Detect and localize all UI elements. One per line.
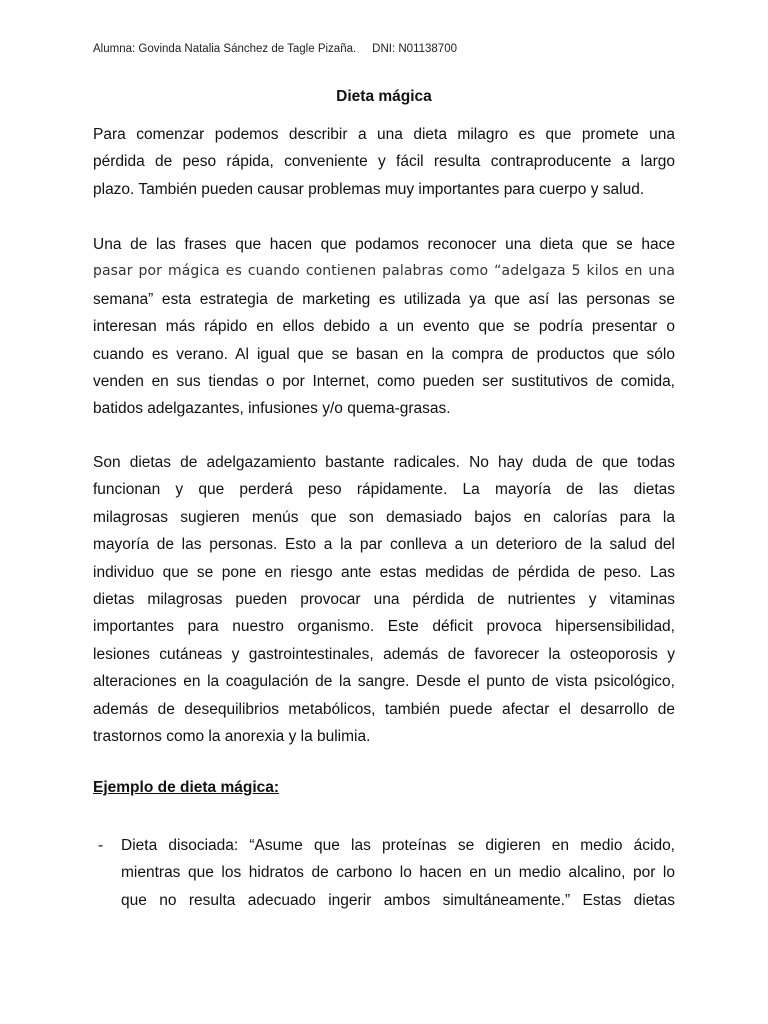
paragraph-effects <box>93 449 675 750</box>
paragraph-line: mayoría de las personas. Esto a la par conlleva a un deterioro de la salud del <box>93 536 675 554</box>
list-line: mientras que los hidratos de carbono lo hacen en un medio alcalino, por lo <box>121 864 675 882</box>
paragraph-line: batidos adelgazantes, infusiones y/o quema-grasas. <box>93 400 451 418</box>
list-line: que no resulta adecuado ingerir ambos simultáneamente.” Estas dietas <box>121 891 675 909</box>
list-bullet: - <box>98 837 104 854</box>
paragraph-line: además de desequilibrios metabólicos, también puede afectar el desarrollo de <box>93 700 675 718</box>
paragraph-line: pérdida de peso rápida, conveniente y fácil resulta contraproducente a largo <box>93 153 675 171</box>
paragraph-line: funcionan y que perderá peso rápidamente. La mayoría de las dietas <box>93 481 675 499</box>
student-name: Alumna: Govinda Natalia Sánchez de Tagle Pizaña. <box>93 43 357 55</box>
list-item-text <box>121 832 675 914</box>
paragraph-line: Una de las frases que hacen que podamos reconocer una dieta que se hace <box>93 236 675 253</box>
paragraph-line: alteraciones en la coagulación de la sangre. Desde el punto de vista psicológico, <box>93 673 675 691</box>
page-header <box>93 43 457 55</box>
paragraph-marketing <box>93 231 675 423</box>
paragraph-line: venden en sus tiendas o por Internet, como pueden ser sustitutivos de comida, <box>93 372 675 390</box>
paragraph-line: cuando es verano. Al igual que se basan en la compra de productos que sólo <box>93 345 675 363</box>
paragraph-line: individuo que se pone en riesgo ante estas medidas de pérdida de peso. Las <box>93 563 675 581</box>
student-dni: DNI: N01138700 <box>372 43 457 55</box>
paragraph-line: dietas milagrosas pueden provocar una pérdida de nutrientes y vitaminas <box>93 590 675 608</box>
paragraph-line: pasar por mágica es cuando contienen palabras como “adelgaza 5 kilos en una <box>93 263 675 280</box>
document-title: Dieta mágica <box>336 88 432 105</box>
list-line: Dieta disociada: “Asume que las proteínas se digieren en medio ácido, <box>121 837 675 854</box>
paragraph-line: Para comenzar podemos describir a una dieta milagro es que promete una <box>93 126 675 143</box>
paragraph-intro <box>93 121 675 203</box>
paragraph-line: interesan más rápido en ellos debido a un evento que se podría presentar o <box>93 318 675 336</box>
paragraph-line: plazo. También pueden causar problemas muy importantes para cuerpo y salud. <box>93 180 645 198</box>
paragraph-line: Son dietas de adelgazamiento bastante radicales. No hay duda de que todas <box>93 454 675 471</box>
paragraph-line: trastornos como la anorexia y la bulimia. <box>93 727 371 745</box>
example-heading: Ejemplo de dieta mágica: <box>93 779 280 796</box>
paragraph-line: semana” esta estrategia de marketing es utilizada ya que así las personas se <box>93 290 675 308</box>
paragraph-line: milagrosas sugieren menús que son demasiado bajos en calorías para la <box>93 508 675 526</box>
paragraph-line: importantes para nuestro organismo. Este déficit provoca hipersensibilidad, <box>93 618 675 636</box>
paragraph-line: lesiones cutáneas y gastrointestinales, además de favorecer la osteoporosis y <box>93 645 675 663</box>
